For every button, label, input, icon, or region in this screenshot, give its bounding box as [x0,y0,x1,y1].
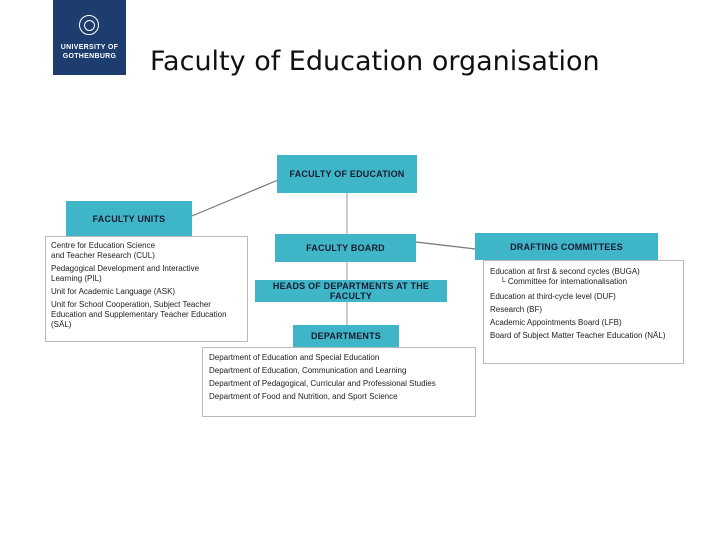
departments-list [202,347,476,417]
list-item: Department of Education and Special Education [209,353,380,362]
list-item: Department of Education, Communication and Learning [209,366,407,375]
list-item: Centre for Education Science and Teacher Research (CUL) [51,241,156,260]
faculty-board-box: FACULTY BOARD [275,234,416,262]
list-item: Unit for School Cooperation, Subject Teacher Education and Supplementary Teacher Education (SÄL) [51,300,227,329]
list-item: Pedagogical Development and Interactive Learning (PIL) [51,264,200,283]
drafting-committees-header: DRAFTING COMMITTEES [475,233,658,260]
list-item: Education at third-cycle level (DUF) [490,292,616,301]
page-title: Faculty of Education organisation [150,46,600,77]
heads-of-departments-box: HEADS OF DEPARTMENTS AT THE FACULTY [255,280,447,302]
faculty-units-header: FACULTY UNITS [66,201,192,236]
list-item: Research (BF) [490,305,543,314]
list-item: Department of Pedagogical, Curricular and Professional Studies [209,379,436,388]
list-item: Board of Subject Matter Teacher Education (NÄL) [490,331,666,340]
list-item: Academic Appointments Board (LFB) [490,318,622,327]
departments-header: DEPARTMENTS [293,325,399,347]
list-item: └ Committee for internationalisation [500,277,628,286]
logo-line-1: UNIVERSITY OF [60,44,119,51]
faculty-of-education-box: FACULTY OF EDUCATION [277,155,417,193]
list-item: Education at first & second cycles (BUGA) [490,267,640,276]
drafting-committees-list [483,260,684,364]
list-item: Unit for Academic Language (ASK) [51,287,176,296]
connector-faculty-units [192,180,278,216]
logo-line-2: GOTHENBURG [62,53,117,60]
connector-drafting [416,242,484,250]
list-item: Department of Food and Nutrition, and Sport Science [209,392,398,401]
faculty-units-list [45,236,248,342]
